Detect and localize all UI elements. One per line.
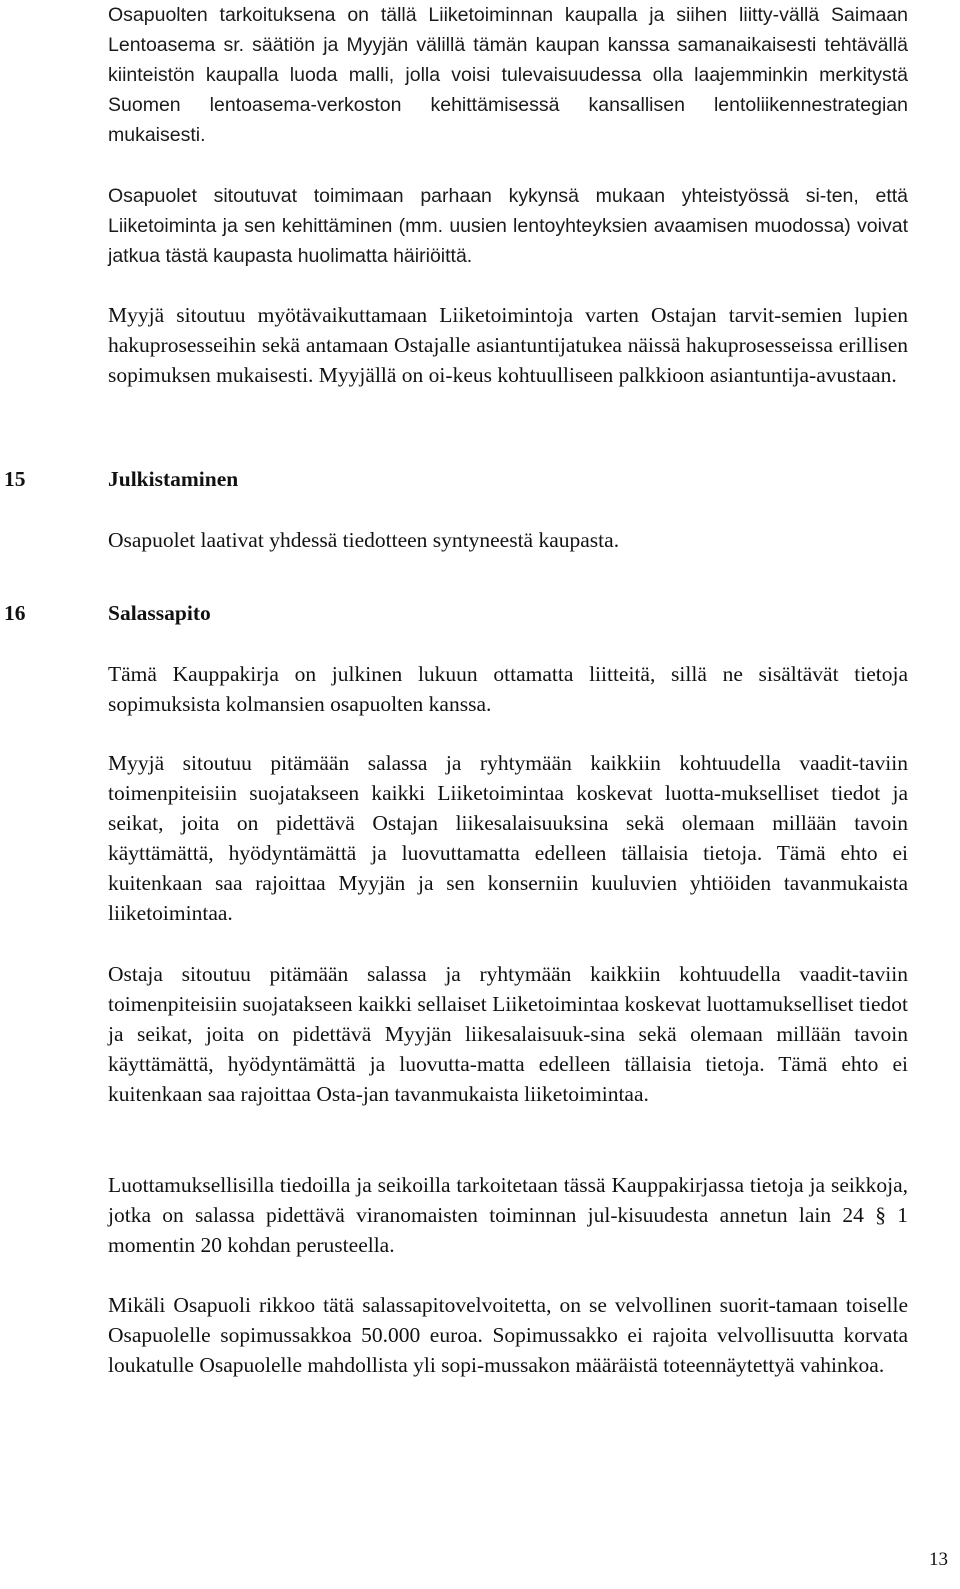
paragraph-permits-support: Myyjä sitoutuu myötävaikuttamaan Liiketoimintoja varten Ostajan tarvit-semien lupien hakuprosesseihin sekä antamaan Ostajalle asiantuntijatukea näissä hakuprosesseissa erillisen sopimuksen mukaisesti. Myyjällä on oi-keus kohtuulliseen palkkioon asiantuntija-avustaan. <box>108 303 908 387</box>
section-16-title: Salassapito <box>108 601 211 625</box>
paragraph-confidential-definition: Luottamuksellisilla tiedoilla ja seikoilla tarkoitetaan tässä Kauppakirjassa tietoja ja seikkoja, jotka on salassa pidettävä viranomaisten toiminnan jul-kisuudesta annetun lain 24 § 1 momentin 20 kohdan perusteella. <box>108 1173 908 1257</box>
section-16-number: 16 <box>4 601 26 625</box>
paragraph-cooperation: Osapuolet sitoutuvat toimimaan parhaan kykynsä mukaan yhteistyössä si-ten, että Liiketoiminta ja sen kehittäminen (mm. uusien lentoyhteyksien avaamisen muodossa) voivat jatkua tästä kaupasta huolimatta häiriöittä. <box>108 185 908 267</box>
paragraph-buyer-confidentiality: Ostaja sitoutuu pitämään salassa ja ryhtymään kaikkiin kohtuudella vaadit-taviin toimenpiteisiin suojatakseen kaikki sellaiset Liiketoimintaa koskevat luottamukselliset tiedot ja seikat, joita on pidettävä Myyjän liikesalaisuuk-sina sekä olemaan millään tavoin käyttämättä, hyödyntämättä ja luovutta-matta edelleen tällaisia tietoja. Tämä ehto ei kuitenkaan saa rajoittaa Osta-jan tavanmukaista liiketoimintaa. <box>108 962 908 1106</box>
section-15-number: 15 <box>4 467 26 491</box>
section-15-title: Julkistaminen <box>108 467 239 491</box>
page-number: 13 <box>929 1549 948 1570</box>
paragraph-publication: Osapuolet laativat yhdessä tiedotteen syntyneestä kaupasta. <box>108 528 620 552</box>
paragraph-contractual-penalty: Mikäli Osapuoli rikkoo tätä salassapitovelvoitetta, on se velvollinen suorit-tamaan toiselle Osapuolelle sopimussakkoa 50.000 euroa. Sopimussakko ei rajoita velvollisuutta korvata loukatulle Osapuolelle mahdollista yli sopi-mussakon määräistä toteennäytettyä vahinkoa. <box>108 1293 908 1377</box>
paragraph-public-document: Tämä Kauppakirja on julkinen lukuun ottamatta liitteitä, sillä ne sisältävät tietoja sopimuksista kolmansien osapuolten kanssa. <box>108 662 908 716</box>
paragraph-business-purpose: Osapuolten tarkoituksena on tällä Liiketoiminnan kaupalla ja siihen liitty-vällä Saimaan Lentoasema sr. säätiön ja Myyjän välillä tämän kaupan kanssa samanaikaisesti tehtävällä kiinteistön kaupalla luoda malli, jolla voisi tulevaisuudessa olla laajemminkin merkitystä Suomen lentoasema-verkoston kehittämisessä kansallisen lentoliikennestrategian mukaisesti. <box>108 4 908 146</box>
paragraph-seller-confidentiality: Myyjä sitoutuu pitämään salassa ja ryhtymään kaikkiin kohtuudella vaadit-taviin toimenpiteisiin suojatakseen kaikki Liiketoimintaa koskevat luotta-mukselliset tiedot ja seikat, joita on pidettävä Ostajan liikesalaisuuksina sekä olemaan millään tavoin käyttämättä, hyödyntämättä ja luovuttamatta edelleen tällaisia tietoja. Tämä ehto ei kuitenkaan saa rajoittaa Myyjän ja sen konserniin kuuluvien yhtiöiden tavanmukaista liiketoimintaa. <box>108 751 908 925</box>
